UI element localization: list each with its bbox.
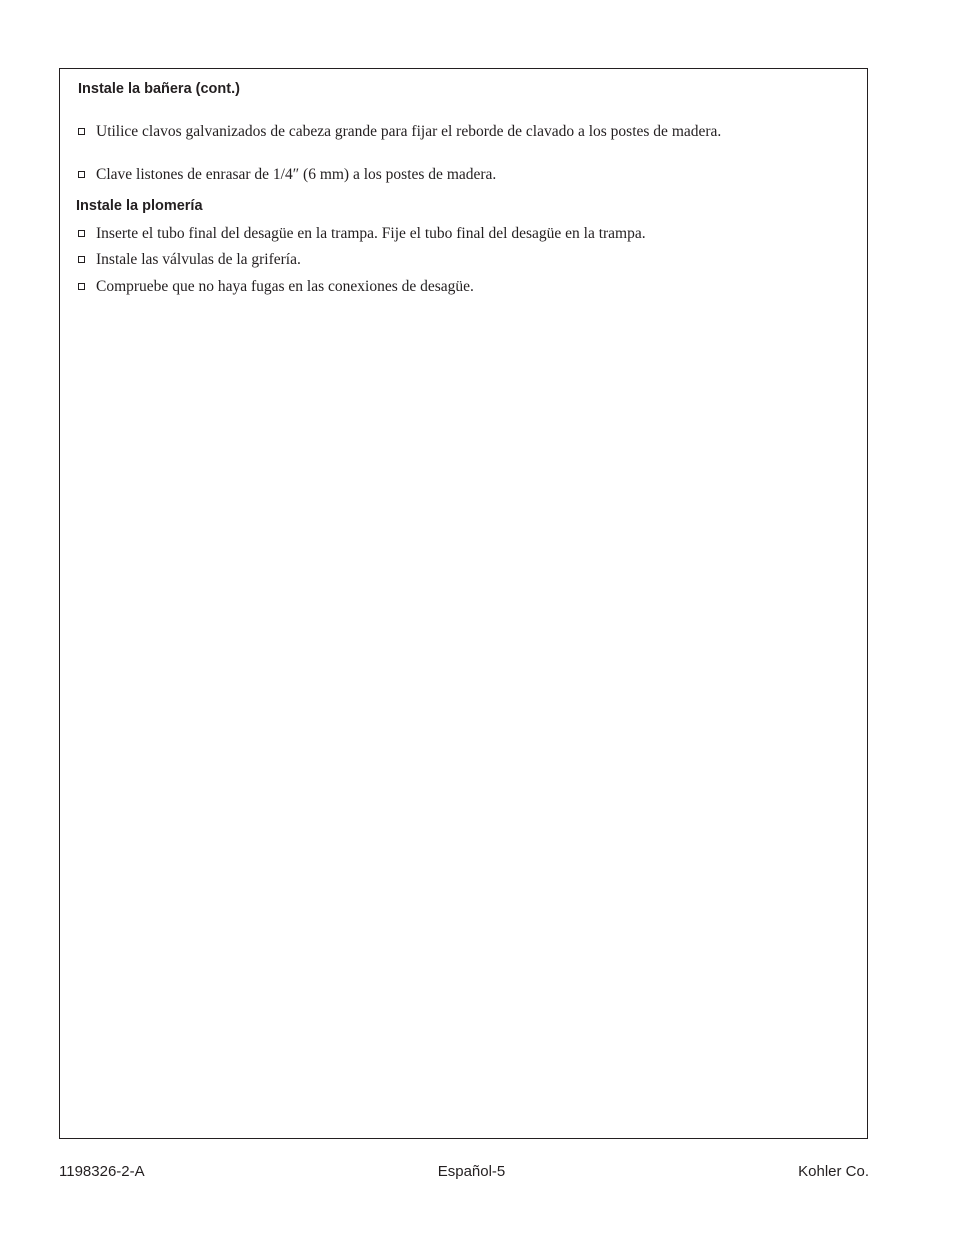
list-item	[78, 225, 768, 242]
list-item-text: Inserte el tubo final del desagüe en la trampa. Fije el tubo final del desagüe en la trampa.	[96, 225, 646, 242]
checkbox-square-icon	[78, 283, 85, 290]
checkbox-square-icon	[78, 128, 85, 135]
section-heading-install-plumbing: Instale la plomería	[76, 198, 203, 214]
footer-page-label: Español-5	[437, 1163, 506, 1180]
footer-company: Kohler Co.	[798, 1163, 869, 1180]
list-item-text: Compruebe que no haya fugas en las conexiones de desagüe.	[96, 278, 474, 295]
checkbox-square-icon	[78, 256, 85, 263]
list-item-text: Instale las válvulas de la grifería.	[96, 251, 301, 268]
list-item-text: Utilice clavos galvanizados de cabeza grande para fijar el reborde de clavado a los postes de madera.	[96, 123, 722, 140]
list-item	[78, 123, 768, 140]
footer-doc-number: 1198326-2-A	[59, 1163, 145, 1180]
section-heading-install-tub: Instale la bañera (cont.)	[78, 81, 240, 97]
checkbox-square-icon	[78, 230, 85, 237]
list-item	[78, 166, 768, 183]
list-item	[78, 278, 768, 295]
checkbox-square-icon	[78, 171, 85, 178]
list-item-text: Clave listones de enrasar de 1/4″ (6 mm) a los postes de madera.	[96, 166, 497, 183]
list-item	[78, 251, 768, 268]
